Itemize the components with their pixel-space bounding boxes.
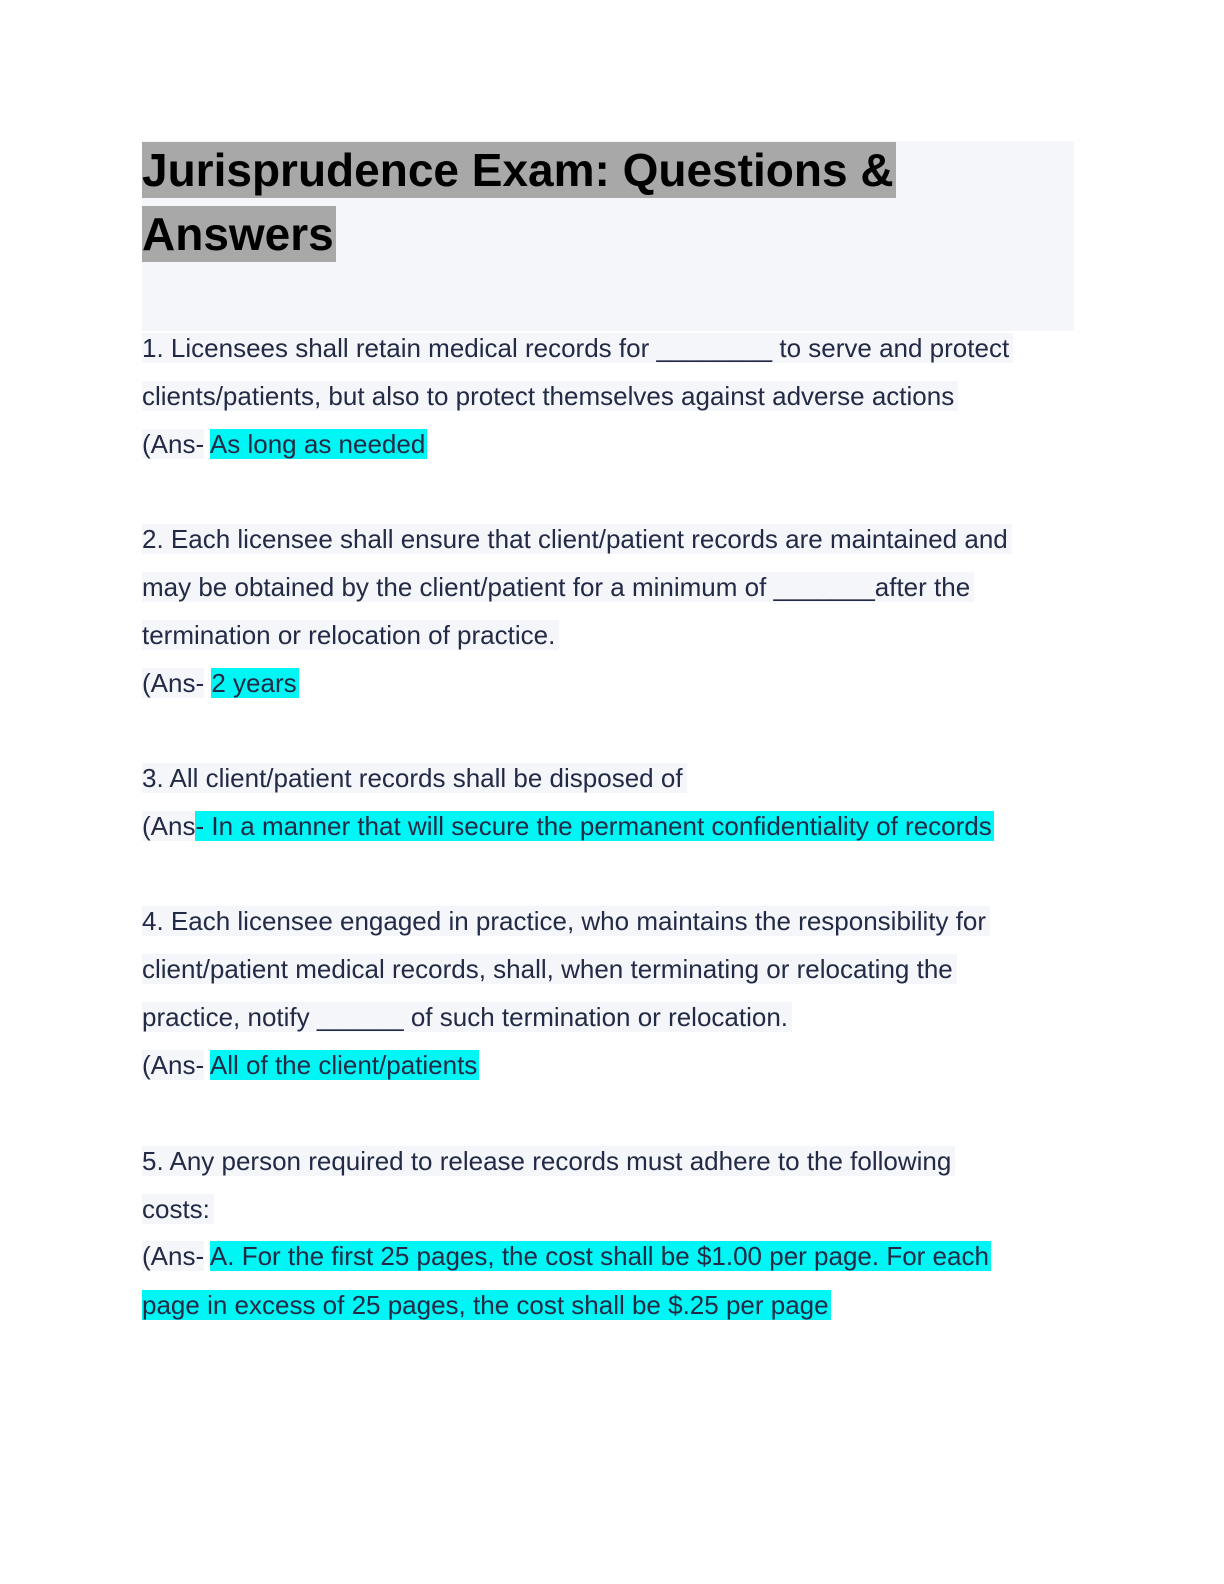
question-2-line-1: 2. Each licensee shall ensure that client/patient records are maintained and (142, 524, 1012, 554)
question-5-text (142, 1144, 955, 1178)
question-2-text-cont-2 (142, 618, 559, 652)
answer-prefix: (Ans- (142, 1050, 205, 1080)
answer-prefix: (Ans- (142, 668, 205, 698)
question-1-line-2: clients/patients, but also to protect themselves against adverse actions (142, 381, 958, 411)
question-5-answer (142, 1239, 991, 1273)
question-3-line-1: 3. All client/patient records shall be disposed of (142, 763, 687, 793)
question-2-text (142, 522, 1012, 556)
question-3-text (142, 761, 687, 795)
question-1-line-1: 1. Licensees shall retain medical records for ________ to serve and protect (142, 333, 1013, 363)
question-2-text-cont (142, 570, 974, 604)
question-5-line-1: 5. Any person required to release records must adhere to the following (142, 1146, 955, 1176)
question-3-answer (142, 809, 994, 843)
page-title: Jurisprudence Exam: Questions & (142, 144, 894, 196)
answer-1-highlight: As long as needed (209, 429, 426, 459)
answer-prefix: (Ans- (142, 1241, 205, 1271)
question-4-text (142, 904, 990, 938)
answer-3-highlight: - In a manner that will secure the permanent confidentiality of records (195, 811, 992, 841)
answer-5-highlight: A. For the first 25 pages, the cost shall be $1.00 per page. For each (209, 1241, 989, 1271)
answer-4-highlight: All of the client/patients (209, 1050, 478, 1080)
answer-prefix: (Ans (142, 811, 196, 841)
question-4-line-1: 4. Each licensee engaged in practice, who maintains the responsibility for (142, 906, 990, 936)
question-5-answer-cont (142, 1288, 831, 1322)
question-1-answer (142, 427, 427, 461)
question-2-line-3: termination or relocation of practice. (142, 620, 559, 650)
answer-5-highlight-cont: page in excess of 25 pages, the cost shall be $.25 per page (142, 1290, 829, 1320)
question-2-line-2: may be obtained by the client/patient for a minimum of _______after the (142, 572, 974, 602)
answer-2-highlight: 2 years (211, 668, 297, 698)
question-4-line-3: practice, notify ______ of such termination or relocation. (142, 1002, 792, 1032)
question-4-answer (142, 1048, 479, 1082)
question-4-text-cont-2 (142, 1000, 792, 1034)
page-title-continued: Answers (142, 208, 334, 260)
question-4-line-2: client/patient medical records, shall, when terminating or relocating the (142, 954, 957, 984)
question-5-text-cont (142, 1192, 214, 1226)
answer-prefix: (Ans- (142, 429, 205, 459)
question-1-text-cont (142, 379, 958, 413)
question-2-answer (142, 666, 299, 700)
question-1-text (142, 331, 1013, 365)
question-5-line-2: costs: (142, 1194, 214, 1224)
question-4-text-cont (142, 952, 957, 986)
